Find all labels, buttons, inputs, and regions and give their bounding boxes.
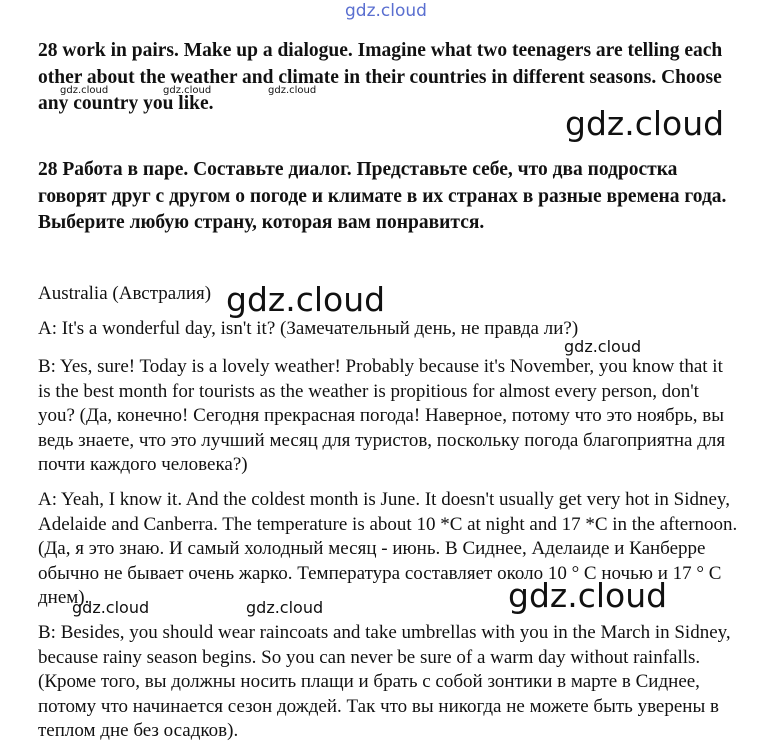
dialogue-line: B: Besides, you should wear raincoats and take umbrellas with you in the March in Sidney, because rainy season begins. So you can never be sure of a warm day without rainfalls. (Кроме того, вы должны носить плащи и брать с собой зонтики в марте в Сиднее, потому что начинается сезон дождей. Так что вы никогда не можете быть уверены в теплом дне без осадков). <box>38 622 731 741</box>
task-text-russian: 28 Работа в паре. Составьте диалог. Представьте себе, что два подростка говорят друг с другом о погоде и климате в их странах в разные времена года. Выберите любую страну, которая вам понравится. <box>38 159 727 233</box>
answer-country-heading: Australia (Австралия) <box>38 283 212 304</box>
dialogue-line: A: Yeah, I know it. And the coldest month is June. It doesn't usually get very hot in Sidney, Adelaide and Canberra. The temperature is about 10 *C at night and 17 *C in the afternoon. (Да, я это знаю. И самый холодный месяц - июнь. В Сиднее, Аделаиде и Канберре обычно не бывает очень жарко. Температура составляет около 10 ° C ночью и 17 ° C днем). <box>38 489 738 608</box>
task-text-english: 28 work in pairs. Make up a dialogue. Imagine what two teenagers are telling each other about the weather and climate in their countries in different seasons. Choose any country you like. <box>38 40 723 114</box>
watermark-medium: gdz.cloud <box>564 337 642 356</box>
dialogue-line: B: Yes, sure! Today is a lovely weather! Probably because it's November, you know that it is the best month for tourists as the weather is propitious for almost every person, don't you? (Да, конечно! Сегодня прекрасная погода! Наверное, потому что это ноябрь, вы ведь знаете, что это лучший месяц для туристов, поскольку погода благоприятна для почти каждого человека?) <box>38 356 726 475</box>
watermark-small: gdz.cloud <box>163 85 212 96</box>
watermark-large: gdz.cloud <box>508 576 668 615</box>
dialogue-line: A: It's a wonderful day, isn't it? (Замечательный день, не правда ли?) <box>38 318 579 339</box>
watermark-small: gdz.cloud <box>60 85 109 96</box>
watermark-medium: gdz.cloud <box>72 598 150 617</box>
watermark-top: gdz.cloud <box>345 1 427 21</box>
watermark-large: gdz.cloud <box>226 280 386 319</box>
watermark-medium: gdz.cloud <box>246 598 324 617</box>
watermark-large: gdz.cloud <box>565 104 725 143</box>
watermark-small: gdz.cloud <box>268 85 317 96</box>
